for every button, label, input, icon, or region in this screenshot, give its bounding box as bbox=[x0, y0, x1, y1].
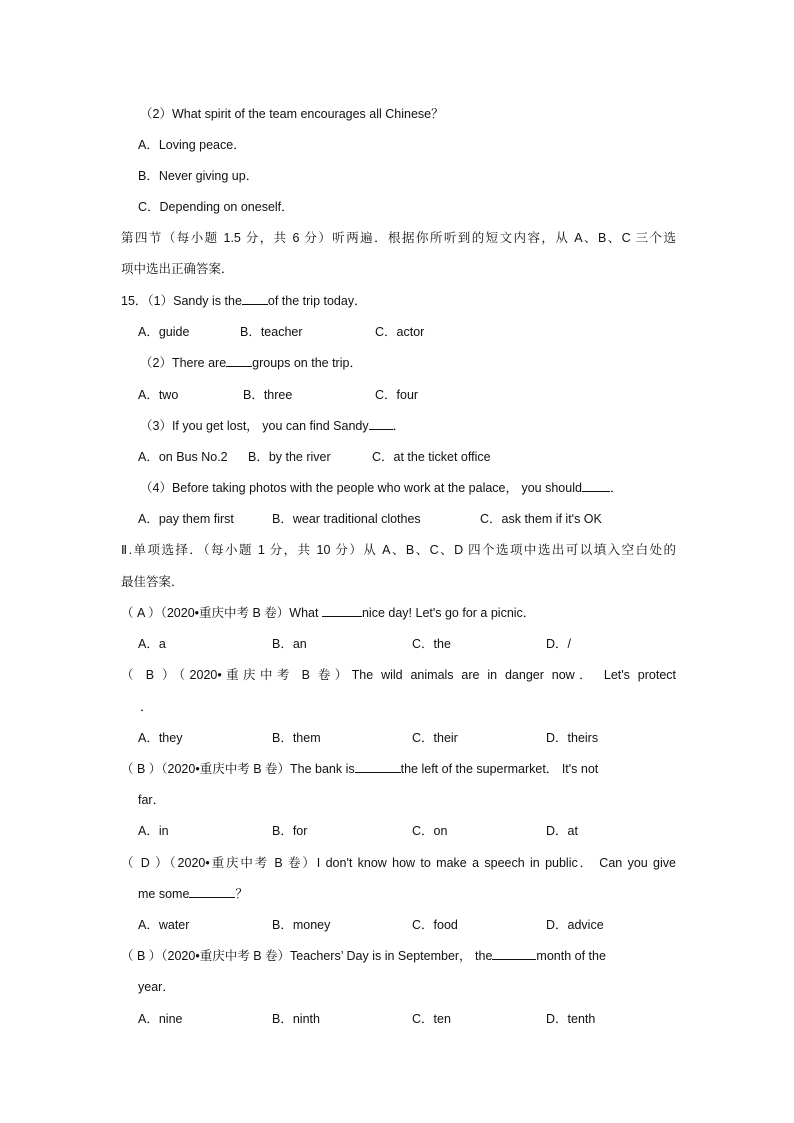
option-b: B．Never giving up． bbox=[138, 169, 259, 183]
option-d: D．theirs bbox=[546, 731, 599, 745]
section-4-instructions: 第四节（每小题 1.5 分，共 6 分）听两遍．根据你所听到的短文内容，从 A、B、C 三个选 bbox=[121, 231, 676, 245]
mc-question-2: （ B ）（2020•重庆中考 B 卷）The wild animals are in danger now． Let's protect bbox=[121, 668, 676, 682]
option-c: C．ten bbox=[412, 1012, 451, 1026]
question-text: of the trip today． bbox=[267, 294, 367, 308]
mc-question-4: （ D ）（2020•重庆中考 B 卷）I don't know how to make a speech in public． Can you give bbox=[121, 856, 676, 870]
option-c: C．ask them if it's OK bbox=[480, 512, 602, 526]
question-text: （ A ）（2020•重庆中考 B 卷）What bbox=[121, 606, 319, 620]
question-15-3 bbox=[140, 416, 405, 434]
option-b: B．for bbox=[272, 824, 308, 838]
option-a: A．water bbox=[138, 918, 190, 932]
option-c: C．at the ticket office bbox=[372, 450, 491, 464]
option-a: A．pay them first bbox=[138, 512, 234, 526]
question-text: ？ bbox=[235, 887, 248, 901]
question-text: month of the bbox=[536, 949, 606, 963]
question-15-1 bbox=[121, 291, 367, 309]
option-c: C．on bbox=[412, 824, 448, 838]
option-a: A．two bbox=[138, 388, 179, 402]
section-2-instructions-cont: 最佳答案． bbox=[121, 575, 184, 589]
option-a: A．on Bus No.2 bbox=[138, 450, 228, 464]
mc-question-3-cont: far． bbox=[138, 793, 166, 807]
option-c: C．food bbox=[412, 918, 458, 932]
answer-blank bbox=[226, 355, 252, 367]
question-text: me some bbox=[138, 887, 190, 901]
answer-blank bbox=[322, 605, 362, 617]
question-text: ． bbox=[609, 481, 623, 495]
answer-blank bbox=[369, 418, 393, 430]
question-text: groups on the trip． bbox=[252, 356, 362, 370]
question-text: （2）There are bbox=[140, 356, 227, 370]
option-c: C．actor bbox=[375, 325, 425, 339]
option-a: A．a bbox=[138, 637, 166, 651]
option-d: D．/ bbox=[546, 637, 572, 651]
option-b: B．three bbox=[243, 388, 293, 402]
option-b: B．an bbox=[272, 637, 307, 651]
mc-question-5 bbox=[121, 946, 606, 964]
question-text: （ B ）（2020•重庆中考 B 卷）Teachers’ Day is in September， the bbox=[121, 949, 493, 963]
answer-blank bbox=[189, 886, 235, 898]
question-15-4 bbox=[140, 478, 622, 496]
question-text: 15．（1）Sandy is the bbox=[121, 294, 242, 308]
mc-question-5-cont: year． bbox=[138, 980, 175, 994]
option-b: B．them bbox=[272, 731, 321, 745]
option-a: A．they bbox=[138, 731, 183, 745]
section-4-instructions-cont: 项中选出正确答案． bbox=[121, 262, 234, 276]
question-text: the left of the supermarket． It's not bbox=[400, 762, 599, 776]
option-c: C．their bbox=[412, 731, 458, 745]
question-text: （ B ）（2020•重庆中考 B 卷）The bank is bbox=[121, 762, 355, 776]
mc-question-3 bbox=[121, 759, 676, 777]
option-b: B．teacher bbox=[240, 325, 303, 339]
question-15-2 bbox=[140, 353, 362, 371]
option-b: B．ninth bbox=[272, 1012, 320, 1026]
option-c: C．the bbox=[412, 637, 451, 651]
mc-question-1 bbox=[121, 603, 535, 621]
question-text: ． bbox=[392, 419, 406, 433]
option-c: C．four bbox=[375, 388, 419, 402]
option-a: A．Loving peace． bbox=[138, 138, 246, 152]
option-c: C．Depending on oneself． bbox=[138, 200, 294, 214]
option-a: A．in bbox=[138, 824, 169, 838]
option-b: B．money bbox=[272, 918, 331, 932]
mc-question-4-cont bbox=[138, 884, 248, 902]
answer-blank bbox=[355, 761, 401, 773]
question-text: （4）Before taking photos with the people who work at the palace， you should bbox=[140, 481, 582, 495]
option-a: A．nine bbox=[138, 1012, 183, 1026]
question-text: （3）If you get lost， you can find Sandy bbox=[140, 419, 369, 433]
option-d: D．advice bbox=[546, 918, 604, 932]
answer-blank bbox=[582, 480, 610, 492]
question-text: nice day! Let's go for a picnic． bbox=[361, 606, 536, 620]
mc-question-2-cont: ． bbox=[140, 700, 153, 714]
option-a: A．guide bbox=[138, 325, 190, 339]
option-d: D．tenth bbox=[546, 1012, 596, 1026]
answer-blank bbox=[242, 293, 268, 305]
answer-blank bbox=[492, 948, 536, 960]
option-b: B．by the river bbox=[248, 450, 331, 464]
option-b: B．wear traditional clothes bbox=[272, 512, 421, 526]
section-2-instructions: Ⅱ.单项选择．（每小题 1 分，共 10 分）从 A、B、C、D 四个选项中选出可以填入空白处的 bbox=[121, 543, 676, 557]
option-d: D．at bbox=[546, 824, 578, 838]
question-14-2: （2）What spirit of the team encourages all Chinese？ bbox=[140, 107, 444, 121]
